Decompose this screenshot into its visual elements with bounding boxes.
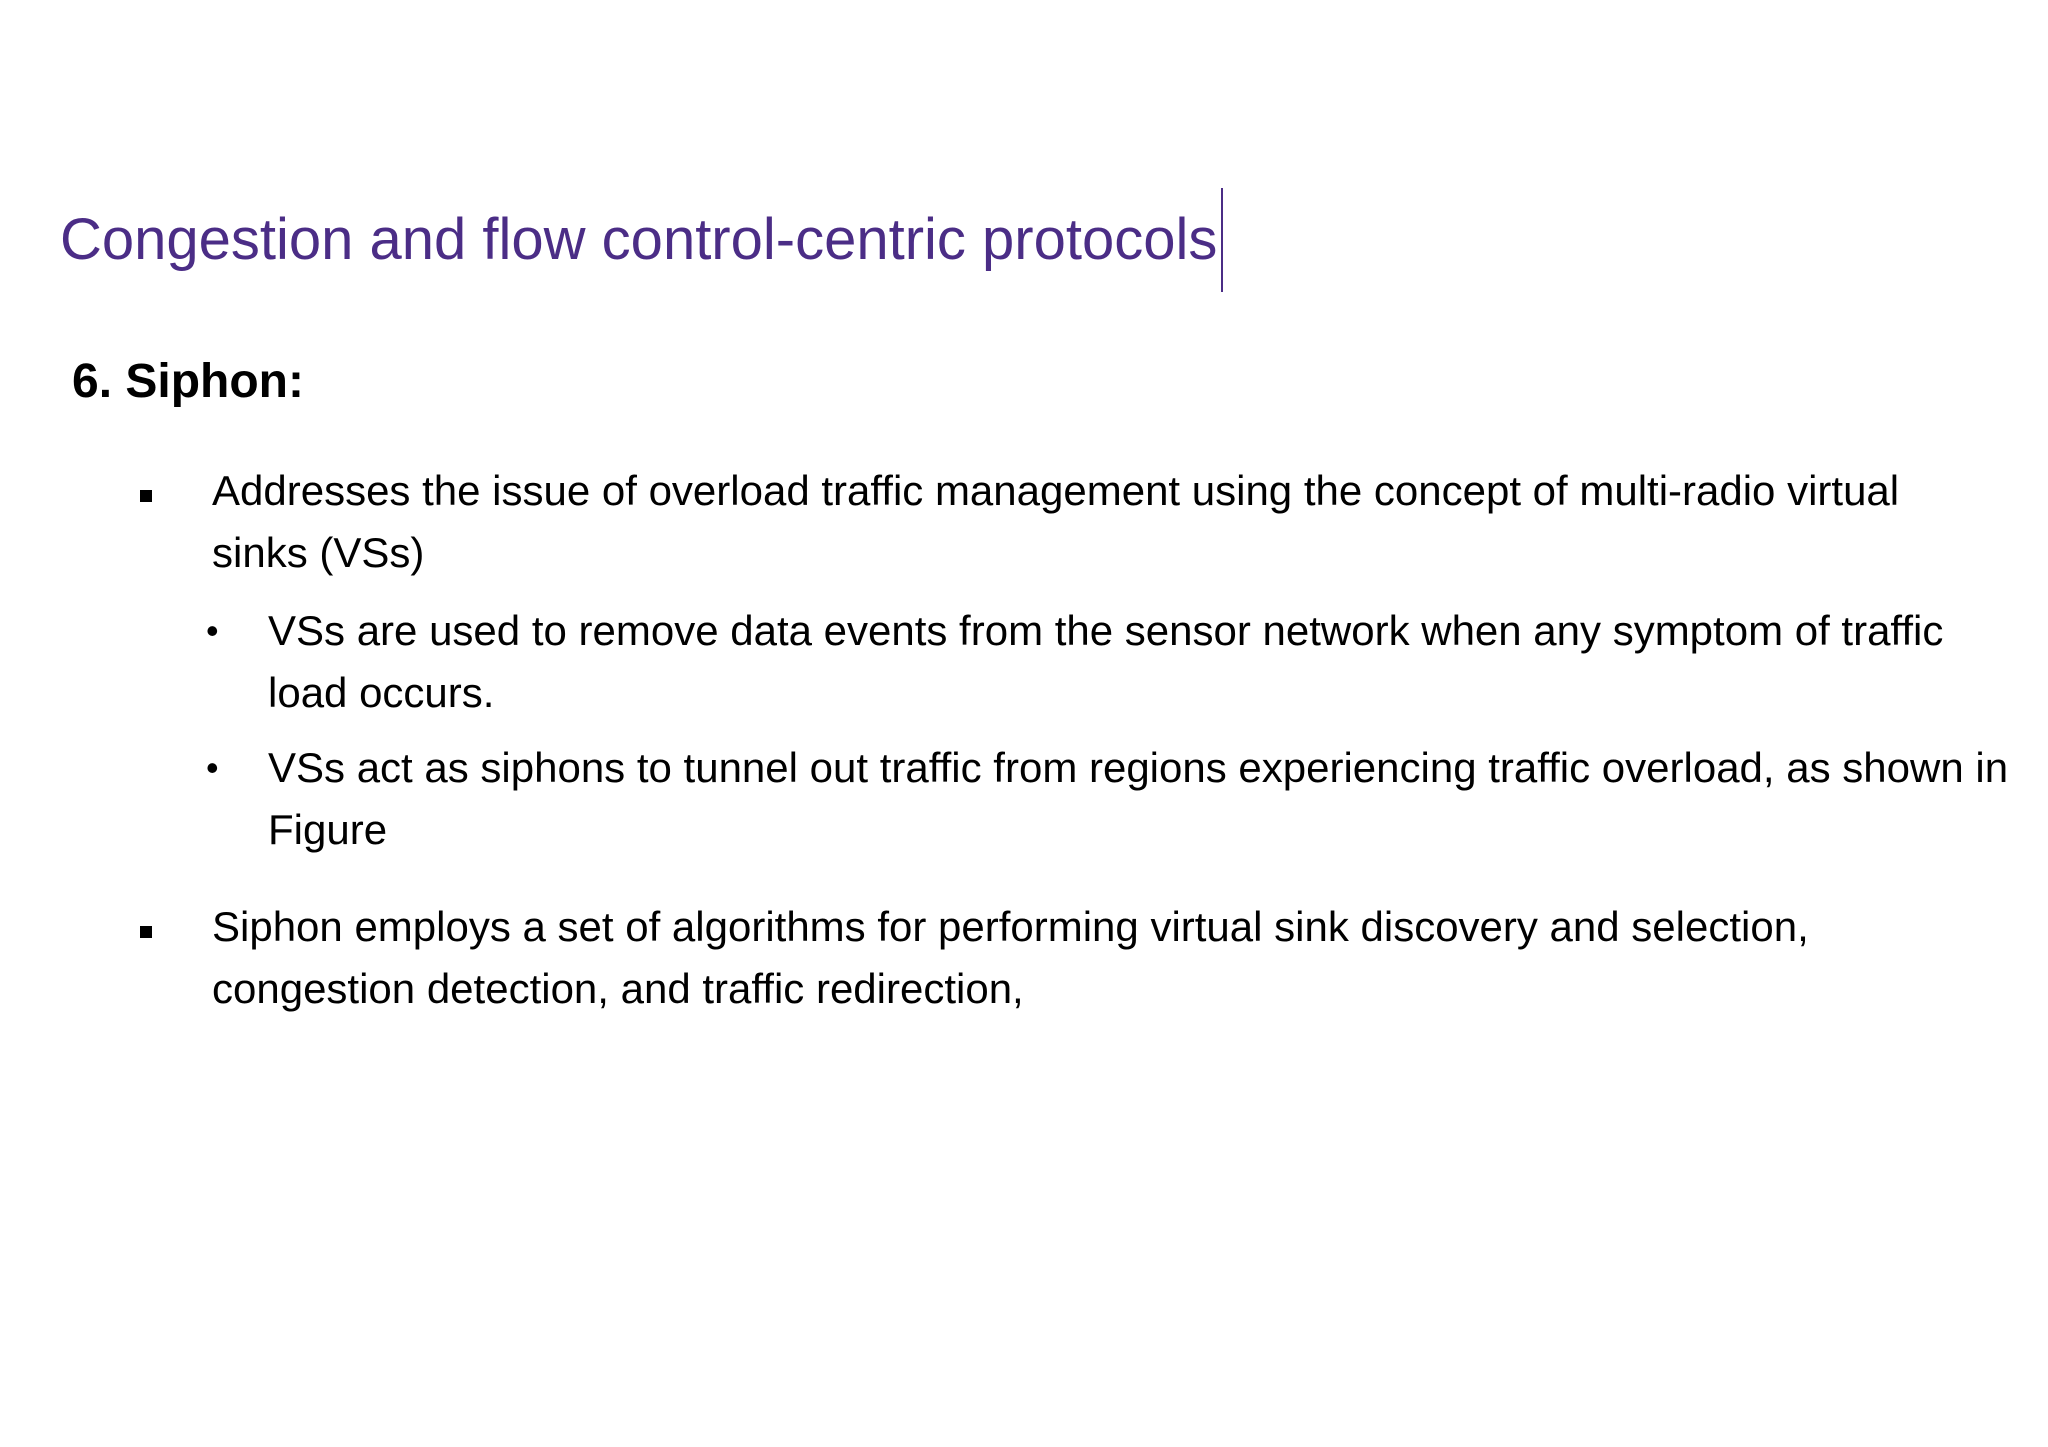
section-heading: 6. Siphon: <box>72 355 304 408</box>
list-item <box>140 460 2020 584</box>
title-area[interactable] <box>60 190 1223 290</box>
round-bullet-icon: • <box>206 747 219 788</box>
bullet-text: Addresses the issue of overload traffic management using the concept of multi-radio virtual sinks (VSs) <box>212 467 1900 576</box>
round-bullet-icon: • <box>206 610 219 651</box>
sub-bullet-text: VSs act as siphons to tunnel out traffic from regions experiencing traffic overload, as shown in Figure <box>268 744 2009 853</box>
text-cursor <box>1221 188 1223 292</box>
square-bullet-icon <box>140 896 212 958</box>
sub-bullet-text: VSs are used to remove data events from the sensor network when any symptom of traffic load occurs. <box>268 607 1944 716</box>
list-item <box>206 600 2026 724</box>
slide-title: Congestion and flow control-centric protocols <box>60 207 1218 272</box>
list-item <box>140 896 2020 1020</box>
bullet-text: Siphon employs a set of algorithms for performing virtual sink discovery and selection, congestion detection, and traffic redirection, <box>212 903 1809 1012</box>
list-item <box>206 737 2026 861</box>
square-bullet-icon <box>140 460 212 522</box>
